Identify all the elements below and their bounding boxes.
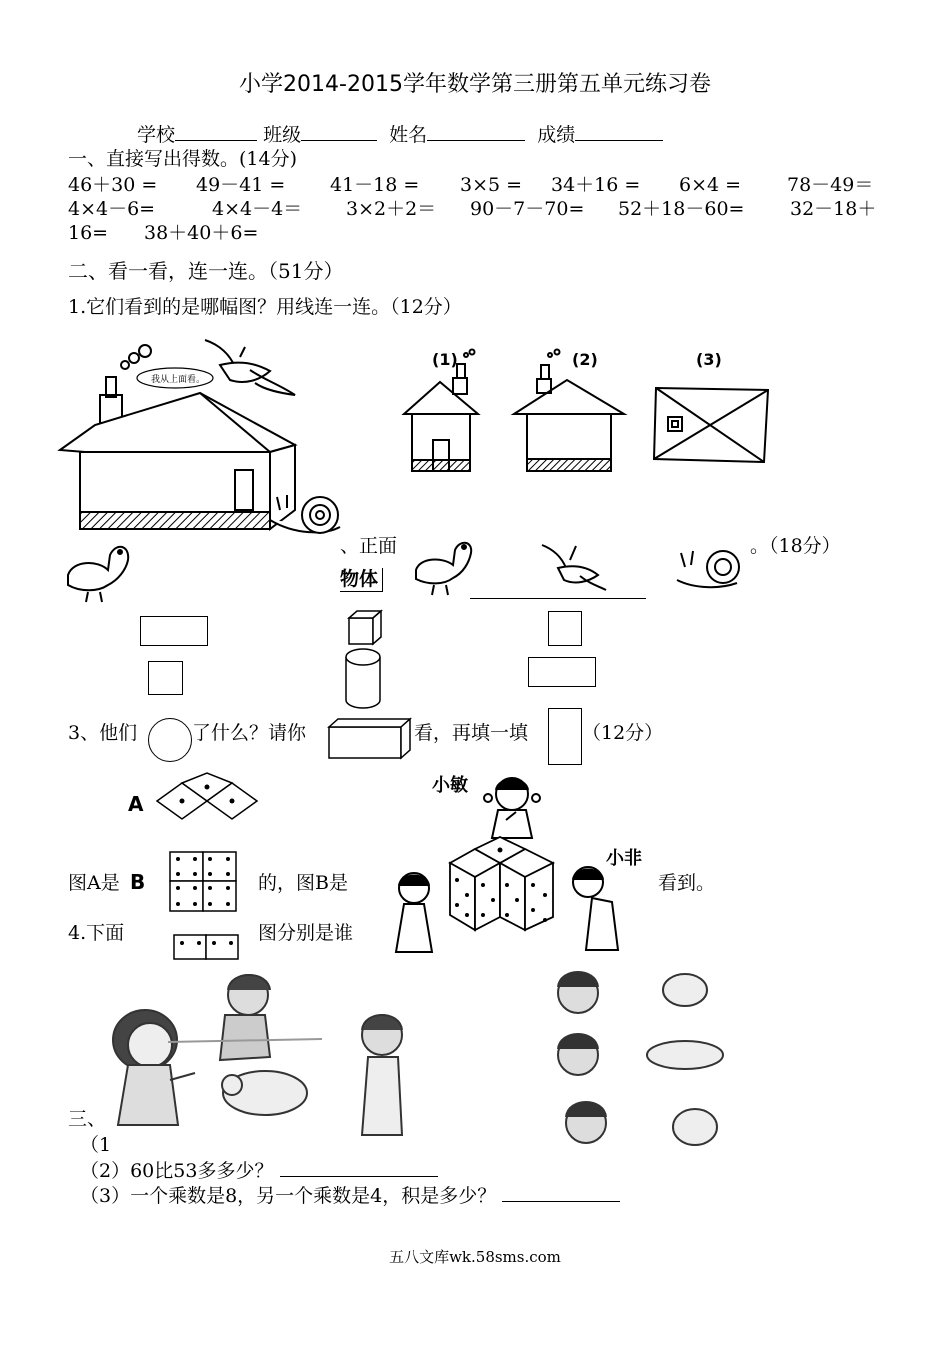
calc-item: 49－41 = — [196, 174, 286, 196]
chick-icon — [58, 540, 133, 605]
answer-blank-q3[interactable] — [502, 1183, 620, 1202]
dice-stack-illustration — [445, 835, 560, 935]
calc-item: 78－49＝ — [787, 174, 874, 196]
view-square-shape-2 — [148, 661, 183, 695]
q2-fragment-a: 、正面 — [340, 535, 398, 557]
name-blank[interactable] — [427, 122, 525, 141]
figure-b-dice-front — [168, 850, 238, 914]
view-circle-shape — [148, 718, 192, 762]
table-divider-line — [470, 598, 646, 599]
house-scene-illustration — [55, 335, 355, 535]
calc-item: 32－18＋ — [790, 198, 877, 220]
name-xiaofei: 小非 — [606, 848, 642, 869]
snail-icon — [675, 545, 745, 590]
flying-bird-icon — [540, 540, 610, 595]
calc-item: 38＋40＋6= — [144, 222, 259, 244]
speech-bubble-text: 我从上面看。 — [151, 375, 206, 385]
calc-item: 52＋18－60= — [618, 198, 745, 220]
girl-left-illustration — [382, 868, 442, 953]
section3-q1: （1 — [80, 1134, 112, 1156]
section3-q3-text: （3）一个乘数是8，另一个乘数是4，积是多少？ — [80, 1185, 497, 1207]
q4-options-illustration — [550, 965, 740, 1165]
label-b: B — [130, 870, 146, 894]
calc-item: 4×4－6= — [68, 198, 156, 220]
figure-a-dice-top — [155, 773, 260, 821]
calc-item: 3×2＋2＝ — [346, 198, 437, 220]
q3-score: （12分） — [582, 722, 664, 744]
option-3-topview-drawing — [652, 385, 772, 465]
view-square-shape — [548, 611, 582, 646]
school-blank[interactable] — [175, 122, 257, 141]
q3-fragment-b: 了什么？请你 — [192, 722, 307, 744]
calc-item: 4×4－4＝ — [212, 198, 303, 220]
q3-fragment-c: 看，再填一填 — [414, 722, 529, 744]
section2-heading: 二、看一看，连一连。（51分） — [68, 259, 344, 283]
q3-fragment-a: 3、他们 — [68, 722, 138, 744]
boy-xiaofei-illustration — [562, 862, 632, 952]
cuboid-shape — [328, 718, 412, 760]
name-xiaomin: 小敏 — [432, 775, 468, 796]
option-3-label: (3) — [696, 350, 722, 369]
label-a: A — [128, 792, 144, 816]
girl-xiaomin-illustration — [470, 770, 555, 840]
calc-item: 46＋30 = — [68, 174, 158, 196]
section2-q1: 1.它们看到的是哪幅图？用线连一连。（12分） — [68, 296, 462, 318]
option-1-house-drawing — [402, 352, 482, 477]
fill-fragment-b: 的，图B是 — [258, 872, 348, 894]
figure-c-dice-partial — [172, 933, 240, 957]
page-title: 小学2014-2015学年数学第三册第五单元练习卷 — [239, 72, 711, 97]
q4-fragment-b: 图分别是谁 — [258, 922, 354, 944]
name-label: 姓名 — [389, 124, 428, 146]
answer-blank-q2[interactable] — [280, 1158, 438, 1177]
class-label: 班级 — [263, 124, 302, 146]
view-rectangle-shape — [140, 616, 208, 646]
cylinder-shape — [345, 648, 381, 710]
q2-fragment-b: 。（18分） — [750, 535, 841, 557]
chick-icon-small — [408, 535, 478, 600]
school-label: 学校 — [137, 124, 176, 146]
section1-heading: 一、直接写出得数。(14分) — [68, 148, 298, 170]
score-label: 成绩 — [537, 124, 576, 146]
footer-watermark: 五八文库wk.58sms.com — [389, 1248, 561, 1266]
calc-item: 90－7－70= — [470, 198, 585, 220]
fill-fragment-a: 图A是 — [68, 872, 120, 894]
calc-item: 16= — [68, 222, 109, 244]
view-tall-rectangle-shape — [548, 708, 582, 765]
option-2-house-drawing — [512, 352, 627, 477]
option-1-label: (1) — [432, 350, 458, 369]
cube-shape — [348, 610, 382, 646]
section3-heading: 三、 — [68, 1108, 107, 1130]
table-header-object: 物体 — [340, 568, 383, 592]
fill-fragment-c: 看到。 — [658, 872, 716, 894]
children-pig-scene-illustration — [100, 965, 430, 1135]
score-blank[interactable] — [575, 122, 663, 141]
q4-fragment-a: 4.下面 — [68, 922, 125, 944]
section3-q3 — [80, 1183, 620, 1208]
section3-q2-text: （2）60比53多多少？ — [80, 1160, 274, 1182]
option-2-label: (2) — [572, 350, 598, 369]
class-blank[interactable] — [301, 122, 377, 141]
section3-q2 — [80, 1158, 438, 1183]
calc-item: 6×4 = — [679, 174, 742, 196]
info-line — [137, 122, 663, 147]
calc-item: 3×5 = — [460, 174, 523, 196]
view-rectangle-shape-2 — [528, 657, 596, 687]
calc-item: 41－18 = — [330, 174, 420, 196]
calc-item: 34＋16 = — [551, 174, 641, 196]
